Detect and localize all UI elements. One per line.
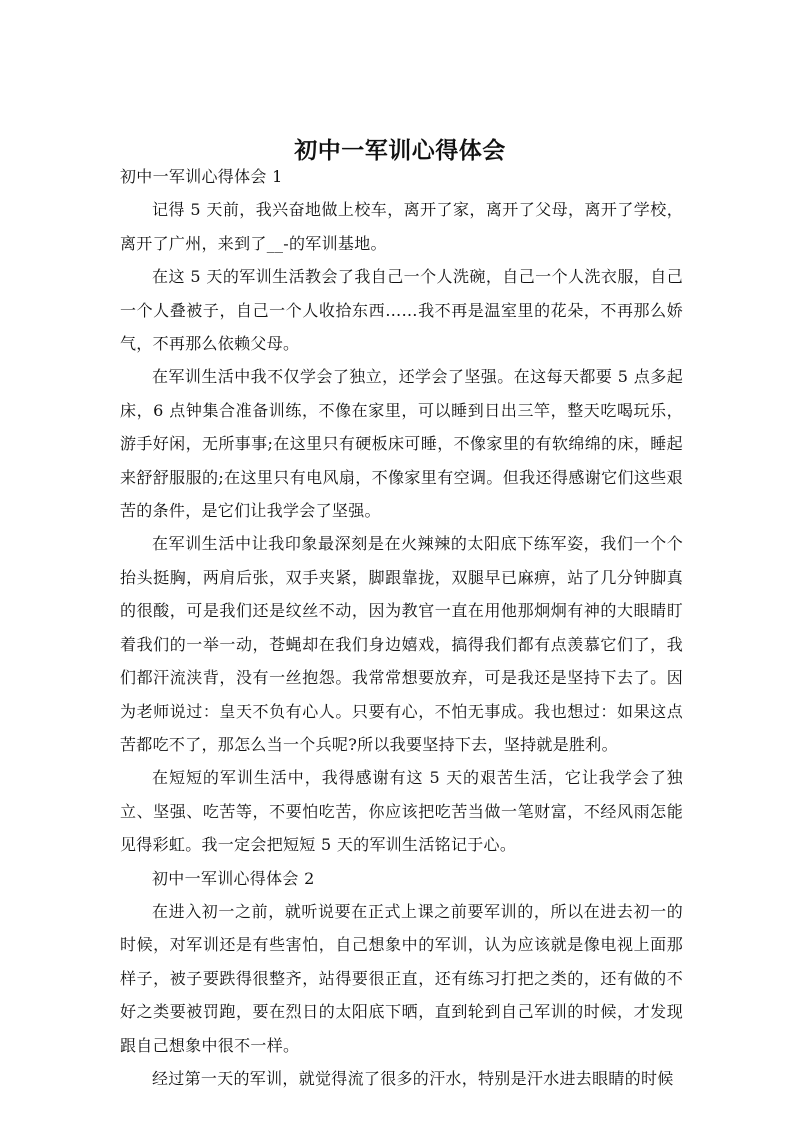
paragraph: 在军训生活中我不仅学会了独立，还学会了坚强。在这每天都要 5 点多起床，6 点钟集合准备训练，不像在家里，可以睡到日出三竿，整天吃喝玩乐，游手好闲，无所事事;在这里只有硬板床可睡，不像家里的有软绵绵的床，睡起来舒舒服服的;在这里只有电风扇，不像家里有空调。但我还得感谢它们这些艰苦的条件，是它们让我学会了坚强。: [120, 367, 683, 521]
paragraph: 在这 5 天的军训生活教会了我自己一个人洗碗，自己一个人洗衣服，自己一个人叠被子，自己一个人收拾东西……我不再是温室里的花朵，不再那么娇气，不再那么依赖父母。: [120, 267, 683, 354]
section-heading-2: 初中一军训心得体会 2: [152, 868, 315, 888]
paragraph: 记得 5 天前，我兴奋地做上校车，离开了家，离开了父母，离开了学校，离开了广州，来到了__-的军训基地。: [120, 200, 683, 253]
document-title: 初中一军训心得体会: [294, 138, 506, 165]
paragraph: 在进入初一之前，就听说要在正式上课之前要军训的，所以在进去初一的时候，对军训还是有些害怕，自己想象中的军训，认为应该就是像电视上面那样子，被子要跌得很整齐，站得要很正直，还有练习打把之类的，还有做的不好之类要被罚跑，要在烈日的太阳底下晒，直到轮到自己军训的时候，才发现跟自己想象中很不一样。: [120, 901, 683, 1055]
paragraph: 在军训生活中让我印象最深刻是在火辣辣的太阳底下练军姿，我们一个个抬头挺胸，两肩后张，双手夹紧，脚跟靠拢，双腿早已麻痹，站了几分钟脚真的很酸，可是我们还是纹丝不动，因为教官一直在用他那炯炯有神的大眼睛盯着我们的一举一动，苍蝇却在我们身边嬉戏，搞得我们都有点羡慕它们了，我们都汗流浃背，没有一丝抱怨。我常常想要放弃，可是我还是坚持下去了。因为老师说过：皇天不负有心人。只要有心，不怕无事成。我也想过：如果这点苦都吃不了，那怎么当一个兵呢?所以我要坚持下去，坚持就是胜利。: [120, 534, 683, 754]
paragraph: 经过第一天的军训，就觉得流了很多的汗水，特别是汗水进去眼睛的时候: [152, 1068, 674, 1088]
paragraph: 在短短的军训生活中，我得感谢有这 5 天的艰苦生活，它让我学会了独立、坚强、吃苦等，不要怕吃苦，你应该把吃苦当做一笔财富，不经风雨怎能见得彩虹。我一定会把短短 5 天的军训生活铭记于心。: [120, 768, 683, 855]
document-body: [120, 160, 683, 1095]
section-heading-1: 初中一军训心得体会 1: [120, 167, 283, 186]
